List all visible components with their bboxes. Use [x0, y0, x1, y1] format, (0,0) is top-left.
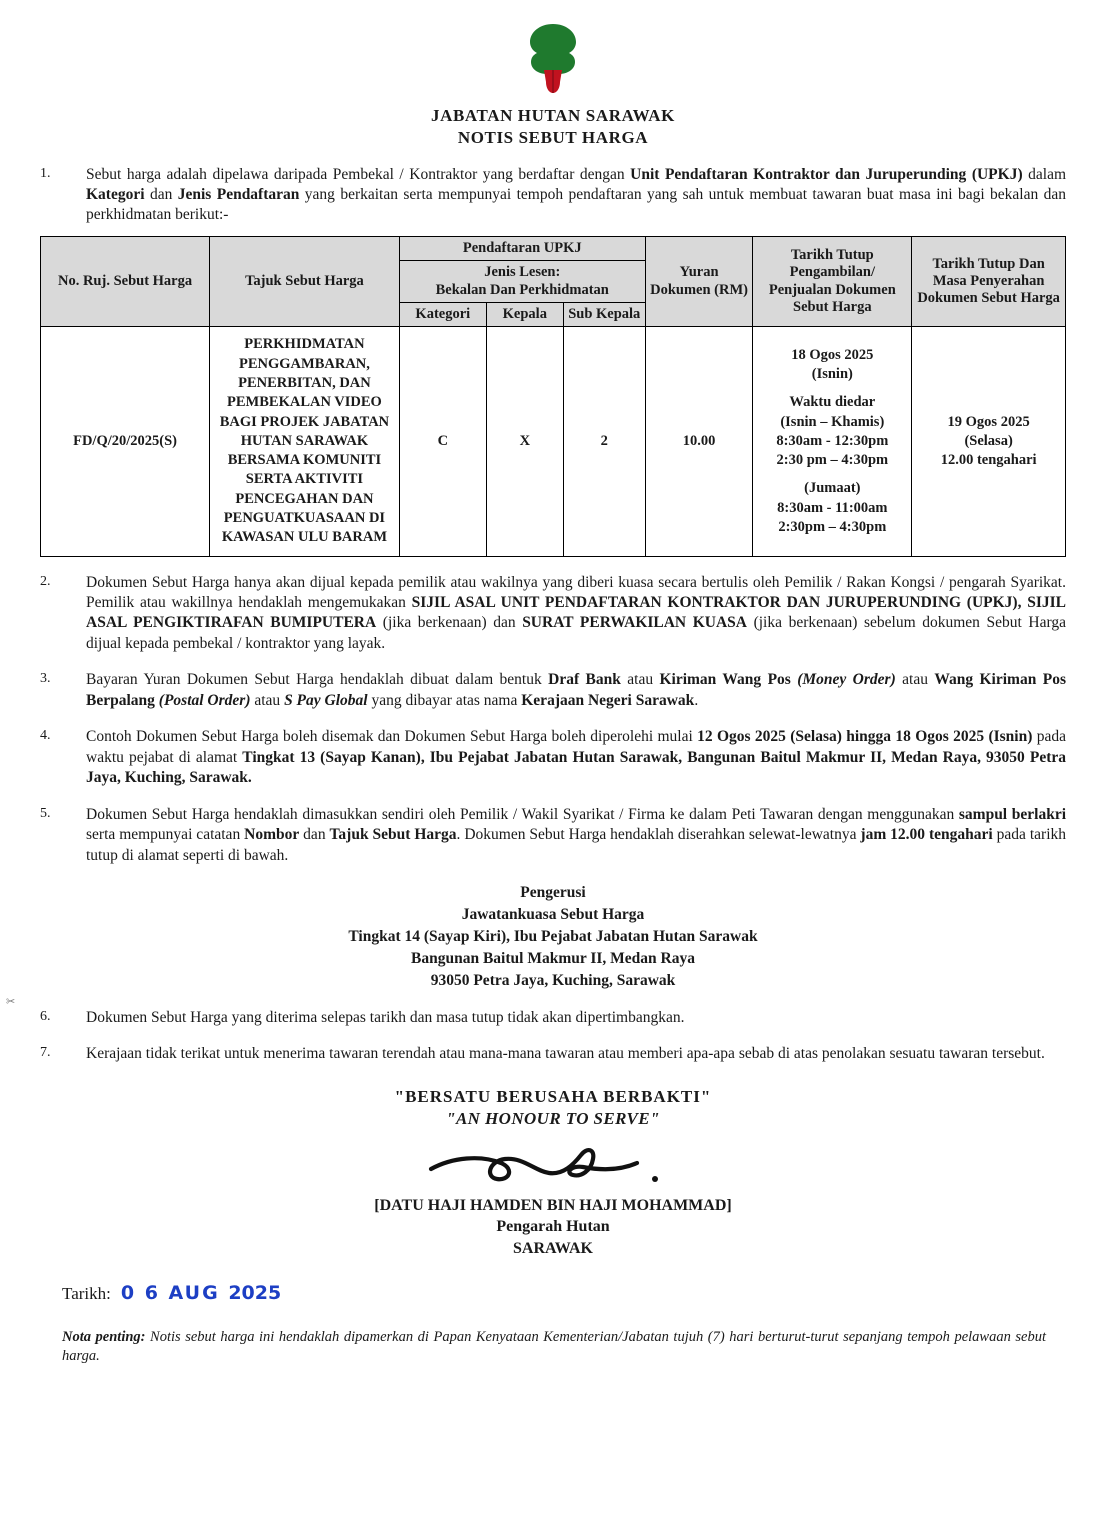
address-line-5: 93050 Petra Jaya, Kuching, Sarawak	[430, 971, 676, 989]
th-sub-kepala: Sub Kepala	[563, 303, 645, 327]
clause-5	[40, 805, 1066, 866]
cell-kepala: X	[486, 327, 563, 556]
cell-sub-kepala: 2	[563, 327, 645, 556]
collection-hours-4: 2:30pm – 4:30pm	[778, 518, 887, 535]
signatory-block	[40, 1195, 1066, 1260]
collection-hours-days: (Isnin – Khamis)	[780, 413, 885, 430]
collection-hours-friday: (Jumaat)	[804, 480, 861, 497]
collection-hours-3: 8:30am - 11:00am	[777, 499, 888, 516]
cell-collection-info	[753, 327, 912, 556]
th-licence-type-line1: Jenis Lesen:	[484, 264, 561, 281]
clause-2-number: 2.	[40, 573, 51, 589]
clause-3-text: Bayaran Yuran Dokumen Sebut Harga hendaklah dibuat dalam bentuk Draf Bank atau Kiriman Wang Pos (Money Order) atau Wang Kiriman Pos Berpalang (Postal Order) atau S Pay Global yang dibayar atas nama Kerajaan Negeri Sarawak.	[86, 671, 1066, 709]
address-line-4: Bangunan Baitul Makmur II, Medan Raya	[411, 949, 695, 967]
date-stamp	[121, 1282, 281, 1304]
th-closing-collection: Tarikh Tutup Pengambilan/ Penjualan Dokumen Sebut Harga	[753, 236, 912, 327]
th-ref-no: No. Ruj. Sebut Harga	[41, 236, 210, 327]
table-row	[41, 327, 1066, 556]
clause-2-text: Dokumen Sebut Harga hanya akan dijual kepada pemilik atau wakilnya yang diberi kuasa secara bertulis oleh Pemilik / Rakan Kongsi / pengarah Syarikat. Pemilik atau wakillnya hendaklah mengemukakan SIJIL ASAL UNIT PENDAFTARAN KONTRAKTOR DAN JURUPERUNDING (UPKJ), SIJIL ASAL PENGIKTIRAFAN BUMIPUTERA (jika berkenaan) dan SURAT PERWAKILAN KUASA (jika berkenaan) sebelum dokumen Sebut Harga dijual kepada pembekal / kontraktor yang layak.	[86, 573, 1066, 652]
date-label: Tarikh:	[62, 1283, 111, 1303]
date-year: 2025	[228, 1281, 282, 1304]
cell-ref-no: FD/Q/20/2025(S)	[41, 327, 210, 556]
submission-day: (Selasa)	[964, 432, 1013, 449]
organisation-title	[40, 105, 1066, 149]
th-upkj: Pendaftaran UPKJ	[399, 236, 645, 260]
date-day: 0 6	[120, 1281, 160, 1304]
signatory-state: SARAWAK	[512, 1240, 593, 1258]
clause-5-text: Dokumen Sebut Harga hendaklah dimasukkan sendiri oleh Pemilik / Wakil Syarikat / Firma ke dalam Peti Tawaran dengan menggunakan sampul berlakri serta mempunyai catatan Nombor dan Tajuk Sebut Harga. Dokumen Sebut Harga hendaklah diserahkan selewat-lewatnya jam 12.00 tengahari pada tarikh tutup di alamat seperti di bawah.	[86, 805, 1067, 864]
address-line-1: Pengerusi	[520, 883, 586, 901]
cell-submission-info	[912, 327, 1066, 556]
logo-container	[40, 20, 1066, 101]
clause-7	[40, 1044, 1066, 1064]
collection-hours-title: Waktu diedar	[789, 394, 876, 411]
clause-3-number: 3.	[40, 671, 51, 687]
th-kepala: Kepala	[486, 303, 563, 327]
clause-6-number: 6.	[40, 1008, 51, 1024]
page-edge-mark: ✂	[6, 996, 16, 1008]
collection-hours-2: 2:30 pm – 4:30pm	[776, 452, 889, 469]
date-line	[62, 1282, 1066, 1304]
th-licence-type	[399, 261, 645, 303]
clause-7-text: Kerajaan tidak terikat untuk menerima tawaran terendah atau mana-mana tawaran atau memberi apa-apa sebab di atas penolakan sesuatu tawaran tersebut.	[86, 1045, 1045, 1063]
clause-1-text: Sebut harga adalah dipelawa daripada Pembekal / Kontraktor yang berdaftar dengan Unit Pendaftaran Kontraktor dan Juruperunding (UPKJ) dalam Kategori dan Jenis Pendaftaran yang berkaitan serta mempunyai tempoh pendaftaran yang sah untuk membuat tawaran buat masa ini bagi bekalan dan perkhidmatan berikut:-	[86, 165, 1067, 224]
th-licence-type-line2: Bekalan Dan Perkhidmatan	[435, 281, 609, 298]
table-header-row-1	[41, 236, 1066, 260]
clause-1-number: 1.	[40, 165, 51, 181]
footer-note-label: Nota penting:	[62, 1328, 146, 1345]
clause-5-number: 5.	[40, 805, 51, 821]
submission-date: 19 Ogos 2025	[947, 413, 1030, 430]
cell-fee: 10.00	[645, 327, 753, 556]
clause-6-text: Dokumen Sebut Harga yang diterima selepas tarikh dan masa tutup tidak akan dipertimbangkan.	[86, 1008, 685, 1026]
address-line-2: Jawatankuasa Sebut Harga	[461, 905, 645, 923]
motto-bm: "BERSATU BERUSAHA BERBAKTI"	[394, 1086, 712, 1106]
motto-en: "AN HONOUR TO SERVE"	[446, 1108, 660, 1128]
cell-kategori: C	[399, 327, 486, 556]
clause-4	[40, 727, 1066, 788]
clause-6	[40, 1008, 1066, 1028]
org-title-line1: JABATAN HUTAN SARAWAK	[430, 106, 675, 125]
clause-7-number: 7.	[40, 1045, 51, 1061]
motto-block	[40, 1087, 1066, 1129]
clause-4-number: 4.	[40, 728, 51, 744]
collection-hours-1: 8:30am - 12:30pm	[776, 432, 889, 449]
signature-area	[40, 1143, 1066, 1195]
footer-note-text: Notis sebut harga ini hendaklah dipamerkan di Papan Kenyataan Kementerian/Jabatan tujuh (7) hari berturut-turut sepanjang tempoh pelawaan sebut harga.	[62, 1328, 1046, 1365]
th-title: Tajuk Sebut Harga	[210, 236, 400, 327]
signatory-position: Pengarah Hutan	[496, 1218, 610, 1236]
th-kategori: Kategori	[399, 303, 486, 327]
submission-time: 12.00 tengahari	[940, 452, 1037, 469]
clause-3	[40, 670, 1066, 711]
clause-4-text: Contoh Dokumen Sebut Harga boleh disemak dan Dokumen Sebut Harga boleh diperolehi mulai 12 Ogos 2025 (Selasa) hingga 18 Ogos 2025 (Isnin) pada waktu pejabat di alamat Tingkat 13 (Sayap Kanan), Ibu Pejabat Jabatan Hutan Sarawak, Bangunan Baitul Makmur II, Medan Raya, 93050 Petra Jaya, Kuching, Sarawak.	[86, 728, 1067, 787]
cell-title: PERKHIDMATAN PENGGAMBARAN, PENERBITAN, DAN PEMBEKALAN VIDEO BAGI PROJEK JABATAN HUTAN SARAWAK BERSAMA KOMUNITI SERTA AKTIVITI PENCEGAHAN DAN PENGUATKUASAAN DI KAWASAN ULU BARAM	[210, 327, 400, 556]
tree-logo-icon	[520, 20, 586, 101]
org-title-line2: NOTIS SEBUT HARGA	[457, 127, 649, 147]
submission-address	[40, 882, 1066, 992]
address-line-3: Tingkat 14 (Sayap Kiri), Ibu Pejabat Jabatan Hutan Sarawak	[348, 927, 758, 945]
collection-date: 18 Ogos 2025	[791, 346, 874, 363]
th-closing-submission: Tarikh Tutup Dan Masa Penyerahan Dokumen Sebut Harga	[912, 236, 1066, 327]
quotation-table	[40, 236, 1066, 557]
collection-day: (Isnin)	[811, 365, 853, 382]
date-month: AUG	[168, 1281, 220, 1304]
clause-1	[40, 165, 1066, 226]
footer-note	[62, 1328, 1046, 1367]
clause-2	[40, 573, 1066, 655]
th-fee: Yuran Dokumen (RM)	[645, 236, 753, 327]
signatory-name: [DATU HAJI HAMDEN BIN HAJI MOHAMMAD]	[374, 1196, 732, 1214]
